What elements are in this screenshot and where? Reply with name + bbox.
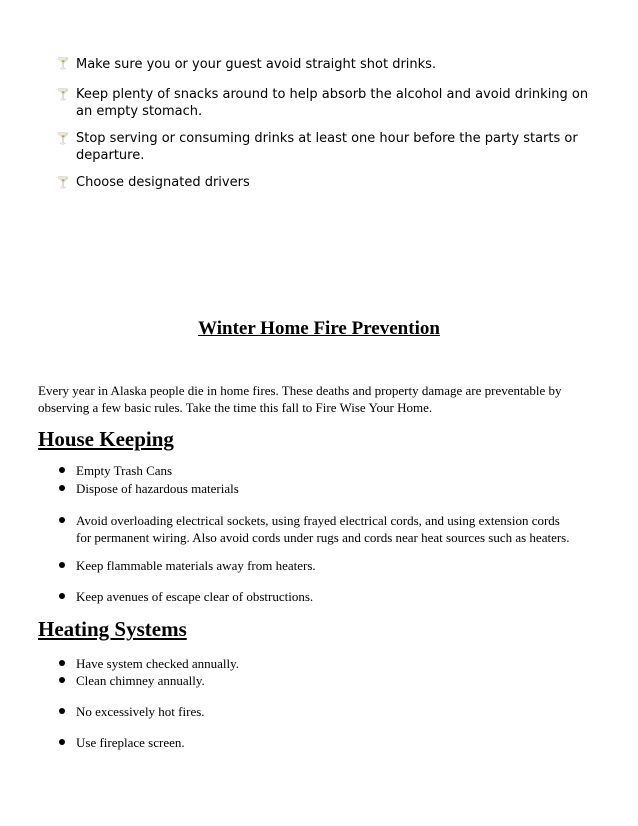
- bullet-icon: [59, 593, 65, 599]
- tip-item-3: Stop serving or consuming drinks at least one hour before the party starts or departure.: [76, 131, 578, 163]
- house-keeping-item: Keep avenues of escape clear of obstructions.: [76, 589, 314, 604]
- heating-systems-heading: Heating Systems: [38, 617, 187, 641]
- cocktail-glass-icon: 🍸: [56, 88, 70, 101]
- page-title: Winter Home Fire Prevention: [198, 318, 440, 339]
- heating-systems-item: Have system checked annually.: [76, 656, 240, 671]
- tip-item-2: Keep plenty of snacks around to help absorb the alcohol and avoid drinking on an empty stomach.: [76, 87, 589, 119]
- bullet-icon: [59, 562, 65, 568]
- heating-systems-item: Clean chimney annually.: [76, 673, 205, 688]
- bullet-icon: [59, 660, 65, 666]
- cocktail-glass-icon: 🍸: [56, 57, 70, 70]
- house-keeping-heading: House Keeping: [38, 427, 174, 451]
- bullet-icon: [59, 677, 65, 683]
- bullet-icon: [59, 467, 65, 473]
- bullet-icon: [59, 485, 65, 491]
- bullet-icon: [59, 708, 65, 714]
- house-keeping-item: Avoid overloading electrical sockets, using frayed electrical cords, and using extension cords for permanent wiring. Also avoid cords under rugs and cords near heat sources such as heaters.: [76, 513, 570, 545]
- house-keeping-item: Dispose of hazardous materials: [76, 481, 239, 496]
- heating-systems-item: Use fireplace screen.: [76, 735, 185, 750]
- heating-systems-item: No excessively hot fires.: [76, 704, 205, 719]
- house-keeping-item: Empty Trash Cans: [76, 463, 173, 478]
- tip-item-4: Choose designated drivers: [76, 175, 250, 190]
- intro-paragraph: Every year in Alaska people die in home fires. These deaths and property damage are preventable by observing a few basic rules. Take the time this fall to Fire Wise Your Home.: [38, 383, 562, 415]
- tip-item-1: Make sure you or your guest avoid straight shot drinks.: [76, 57, 437, 72]
- cocktail-glass-icon: 🍸: [56, 132, 70, 145]
- house-keeping-item: Keep flammable materials away from heaters.: [76, 558, 316, 573]
- cocktail-glass-icon: 🍸: [56, 176, 70, 189]
- bullet-icon: [59, 739, 65, 745]
- bullet-icon: [59, 517, 65, 523]
